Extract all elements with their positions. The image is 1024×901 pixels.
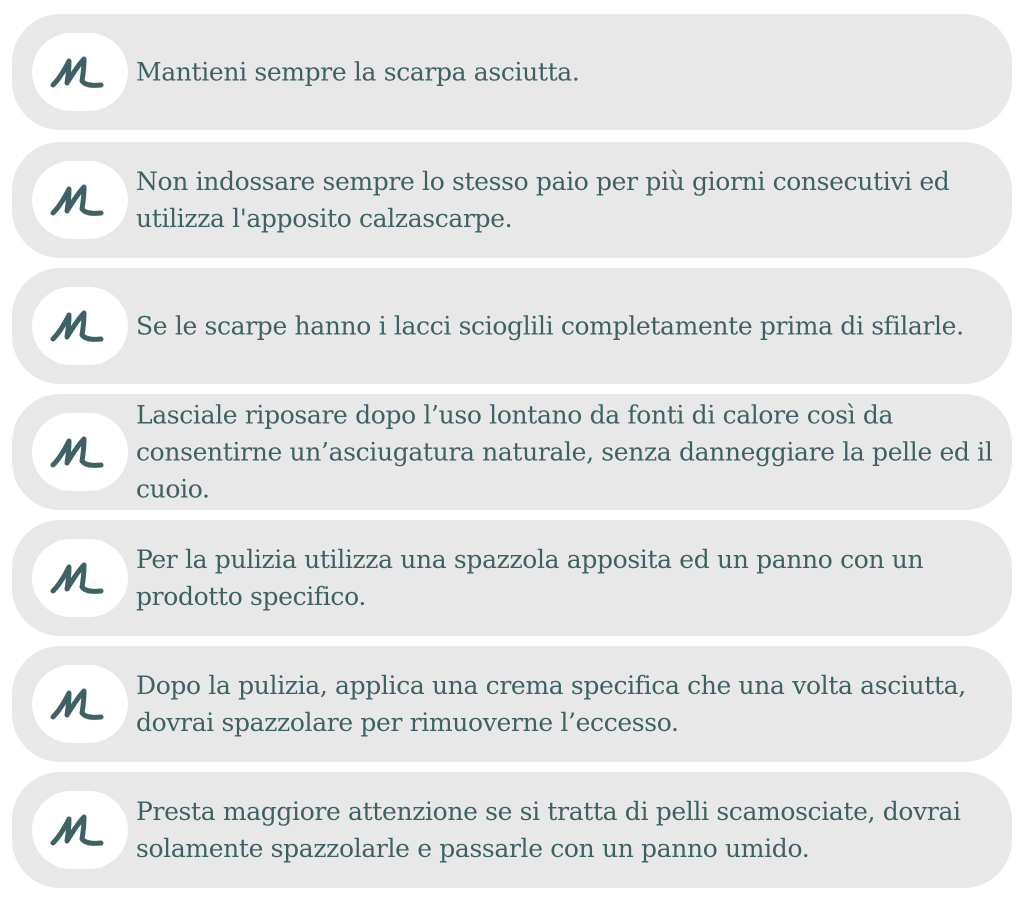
tip-card bbox=[12, 646, 1012, 762]
logo-badge bbox=[32, 791, 128, 869]
brand-m-icon bbox=[47, 809, 113, 851]
brand-m-icon bbox=[47, 51, 113, 93]
tip-text: Presta maggiore attenzione se si tratta di pelli scamosciate, dovrai solamente spazzolarle e passarle con un panno umido. bbox=[136, 797, 961, 863]
logo-badge bbox=[32, 161, 128, 239]
brand-m-icon bbox=[47, 431, 113, 473]
tip-text: Se le scarpe hanno i lacci scioglili completamente prima di sfilarle. bbox=[136, 311, 964, 341]
tip-card bbox=[12, 14, 1012, 130]
logo-badge bbox=[32, 665, 128, 743]
brand-m-icon bbox=[47, 557, 113, 599]
logo-badge bbox=[32, 33, 128, 111]
logo-badge bbox=[32, 287, 128, 365]
brand-m-icon bbox=[47, 179, 113, 221]
tip-card bbox=[12, 268, 1012, 384]
tip-card bbox=[12, 520, 1012, 636]
tip-card bbox=[12, 142, 1012, 258]
tip-text: Lasciale riposare dopo l’uso lontano da fonti di calore così da consentirne un’asciugatura naturale, senza danneggiare la pelle ed il cuoio. bbox=[136, 400, 993, 504]
tip-card bbox=[12, 394, 1012, 510]
tip-text: Dopo la pulizia, applica una crema specifica che una volta asciutta, dovrai spazzolare per rimuoverne l’eccesso. bbox=[136, 671, 966, 737]
tip-card bbox=[12, 772, 1012, 888]
brand-m-icon bbox=[47, 683, 113, 725]
logo-badge bbox=[32, 413, 128, 491]
tip-text: Per la pulizia utilizza una spazzola apposita ed un panno con un prodotto specifico. bbox=[136, 545, 924, 611]
logo-badge bbox=[32, 539, 128, 617]
brand-m-icon bbox=[47, 305, 113, 347]
tip-text: Non indossare sempre lo stesso paio per più giorni consecutivi ed utilizza l'apposito calzascarpe. bbox=[136, 167, 950, 233]
tip-text: Mantieni sempre la scarpa asciutta. bbox=[136, 57, 580, 87]
